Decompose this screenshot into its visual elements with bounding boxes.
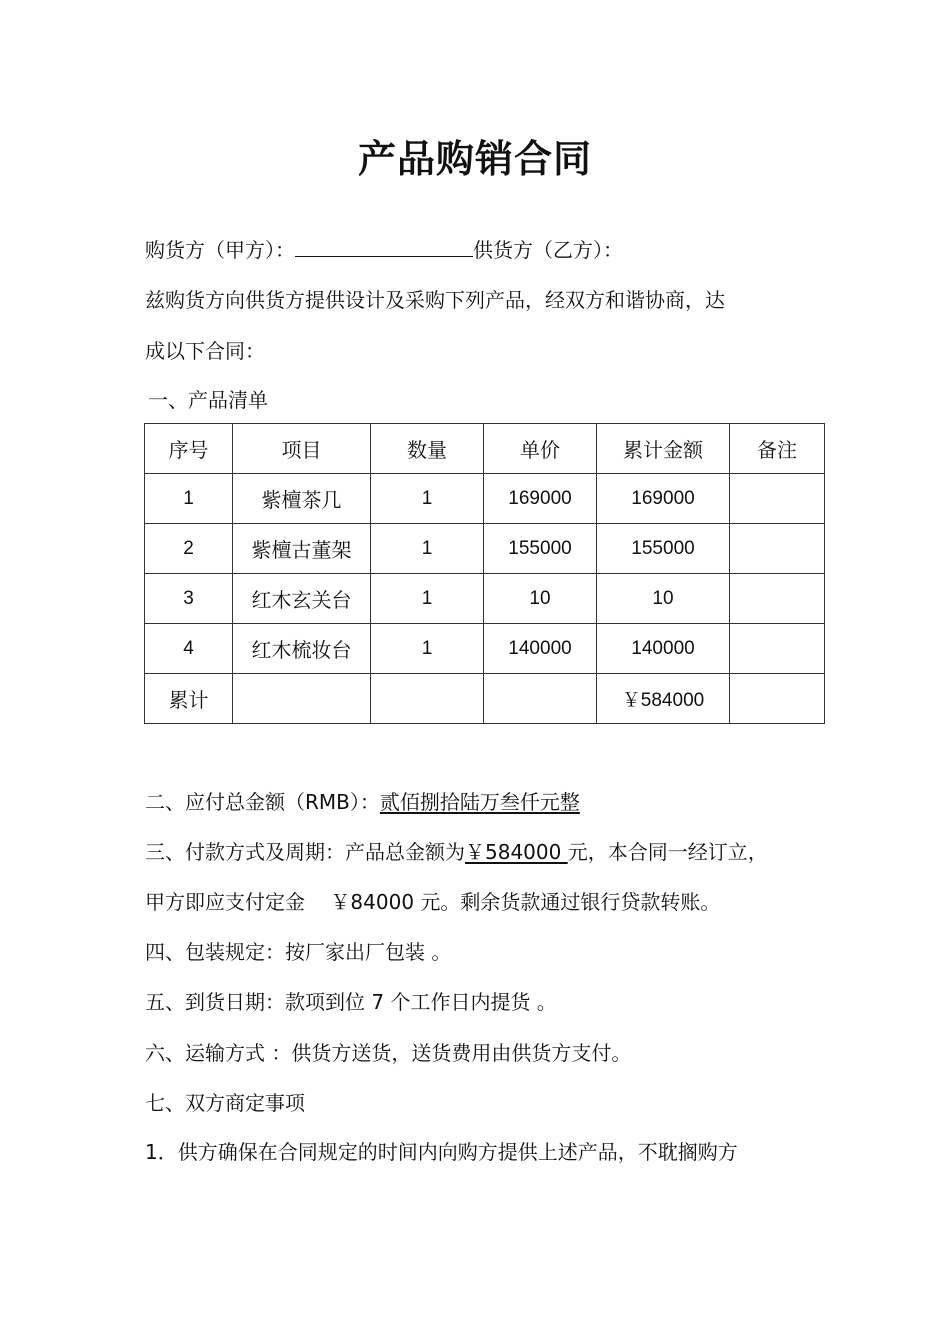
row-remark: [730, 624, 825, 674]
row-quantity: 1: [371, 474, 484, 524]
product-table: [144, 423, 825, 724]
section-4: 四、包装规定：按厂家出厂包装 。: [145, 940, 452, 964]
table-row: [145, 574, 825, 624]
row-quantity: 1: [371, 524, 484, 574]
header-cell: 累计金额: [597, 424, 730, 474]
row-unit-price: 155000: [484, 524, 597, 574]
row-index: 3: [145, 574, 233, 624]
row-item: 红木梳妆台: [233, 624, 371, 674]
row-unit-price: 169000: [484, 474, 597, 524]
section-3-line-1: [145, 838, 768, 866]
section-3-prefix: 三、付款方式及周期：产品总金额为: [145, 840, 465, 864]
row-item: 紫檀茶几: [233, 474, 371, 524]
row-unit-price: 10: [484, 574, 597, 624]
row-unit-price: 140000: [484, 624, 597, 674]
row-item: 紫檀古董架: [233, 524, 371, 574]
empty-cell: [730, 674, 825, 724]
row-remark: [730, 574, 825, 624]
row-remark: [730, 524, 825, 574]
table-row: [145, 474, 825, 524]
row-amount: 155000: [597, 524, 730, 574]
seller-label: 供货方（乙方）：: [473, 238, 623, 262]
row-index: 2: [145, 524, 233, 574]
section-3-suffix: 元，本合同一经订立，: [567, 840, 768, 864]
header-cell: 备注: [730, 424, 825, 474]
empty-cell: [484, 674, 597, 724]
total-amount-words: 贰佰捌拾陆万叁仟元整: [379, 790, 580, 814]
buyer-blank-field: [295, 236, 473, 257]
table-total-row: [145, 674, 825, 724]
row-index: 1: [145, 474, 233, 524]
row-quantity: 1: [371, 574, 484, 624]
row-amount: 169000: [597, 474, 730, 524]
section-3-line-2: 甲方即应支付定金 ￥84000 元。剩余货款通过银行贷款转账。: [145, 890, 721, 914]
intro-line-1: 兹购货方向供货方提供设计及采购下列产品，经双方和谐协商，达: [145, 288, 725, 312]
empty-cell: [233, 674, 371, 724]
section-6: 六、运输方式 ：供货方送货，送货费用由供货方支付。: [145, 1041, 632, 1065]
section-3-amount: ￥584000: [465, 840, 568, 864]
row-amount: 10: [597, 574, 730, 624]
row-remark: [730, 474, 825, 524]
section-7: 七、双方商定事项: [145, 1091, 305, 1115]
section-1-title: 一、产品清单: [148, 388, 268, 412]
total-value: ￥584000: [597, 674, 730, 724]
document-title: 产品购销合同: [357, 137, 592, 181]
table-row: [145, 624, 825, 674]
table-row: [145, 524, 825, 574]
header-cell: 项目: [233, 424, 371, 474]
header-cell: 数量: [371, 424, 484, 474]
row-index: 4: [145, 624, 233, 674]
row-amount: 140000: [597, 624, 730, 674]
section-2: [145, 788, 580, 816]
section-5: 五、到货日期：款项到位 7 个工作日内提货 。: [145, 990, 557, 1014]
empty-cell: [371, 674, 484, 724]
row-item: 红木玄关台: [233, 574, 371, 624]
buyer-label: 购货方（甲方）：: [145, 238, 295, 262]
item-1: 1．供方确保在合同规定的时间内向购方提供上述产品，不耽搁购方: [145, 1140, 738, 1164]
parties-line: [145, 236, 623, 264]
table-header-row: [145, 424, 825, 474]
header-cell: 单价: [484, 424, 597, 474]
row-quantity: 1: [371, 624, 484, 674]
intro-line-2: 成以下合同：: [145, 339, 265, 363]
section-2-label: 二、应付总金额（RMB）：: [145, 790, 380, 814]
header-cell: 序号: [145, 424, 233, 474]
total-label: 累计: [145, 674, 233, 724]
